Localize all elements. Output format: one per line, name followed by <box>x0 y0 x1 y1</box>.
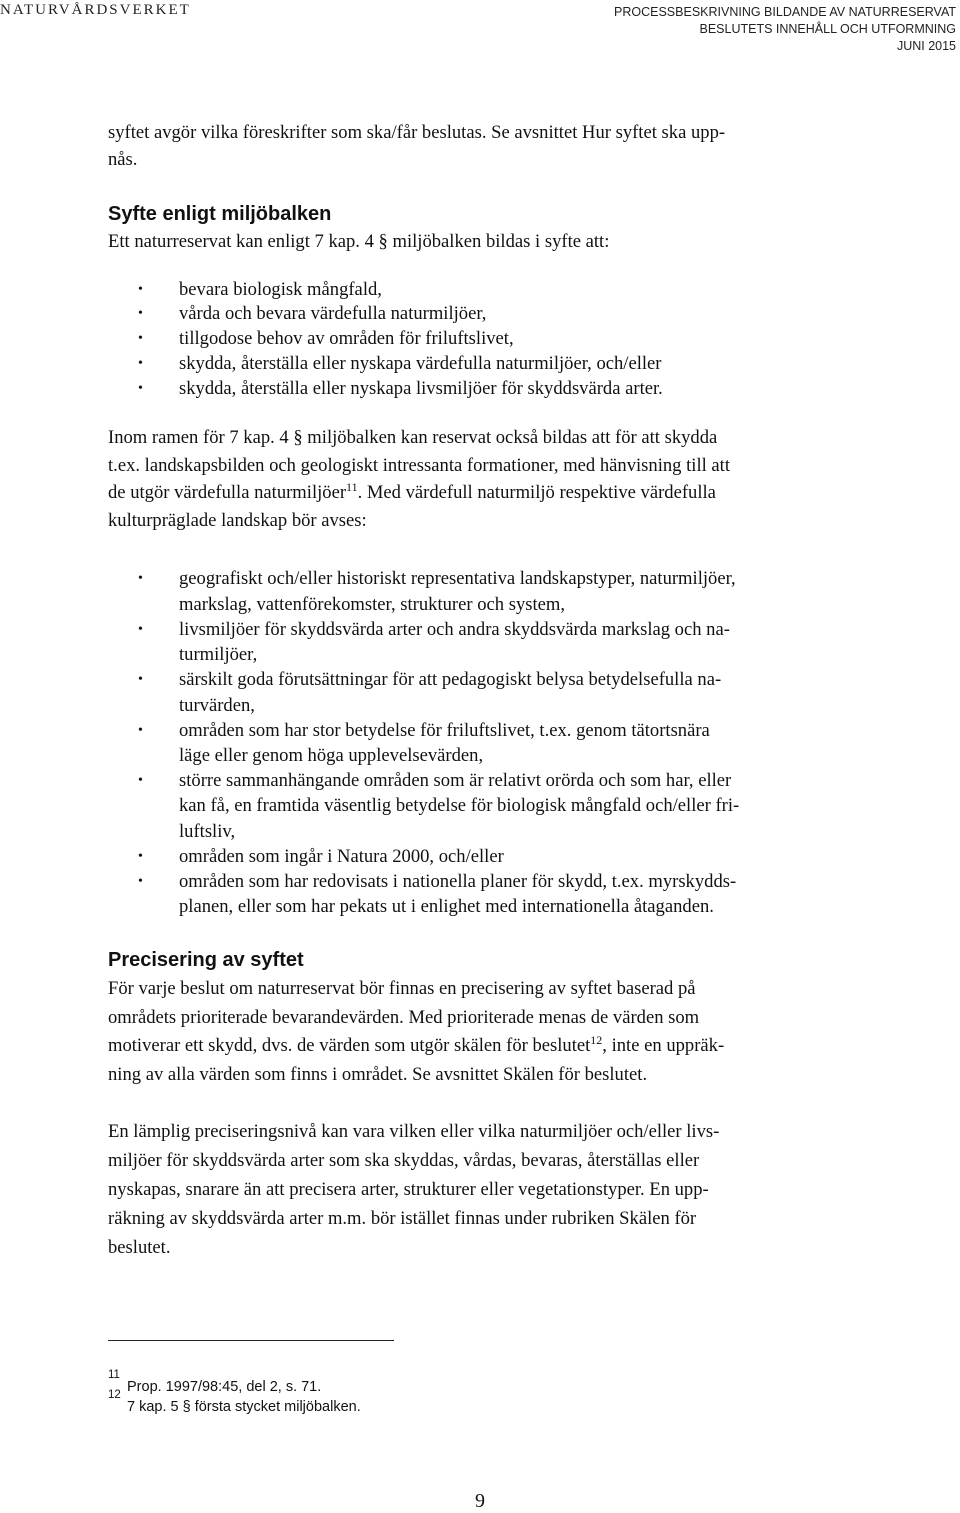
org-name: NATURVÅRDSVERKET <box>0 2 191 18</box>
list-item: • större sammanhängande områden som är relativt orörda och som har, eller kan få, en framtida väsentlig betydelse för biologisk mångfald och/eller fri- luftsliv, <box>138 770 740 842</box>
footnote-text: 7 kap. 5 § första stycket miljöbalken. <box>127 1399 361 1415</box>
paragraph-ramen: Inom ramen för 7 kap. 4 § miljöbalken kan reservat också bildas att för att skydda t.ex. landskapsbilden och geologiskt intressanta formationer, med hänvisning till att de utgör värdefulla naturmiljöer$^{11}$. Med värdefull naturmiljö respektive värdefulla kulturpräglade landskap bör avses: <box>108 427 731 531</box>
list-item: • vårda och bevara värdefulla naturmiljöer, <box>108 302 843 327</box>
list-item: • skydda, återställa eller nyskapa livsmiljöer för skyddsvärda arter. <box>108 377 843 402</box>
list-item: • områden som har stor betydelse för friluftslivet, t.ex. genom tätortsnära läge eller genom höga upplevelsevärden, <box>138 719 710 766</box>
list-item: • tillgodose behov av områden för friluftslivet, <box>108 327 843 352</box>
section-heading-precisering: Precisering av syftet <box>108 949 304 972</box>
bullet-icon: • <box>138 621 143 637</box>
header-date: JUNI 2015 <box>896 39 956 53</box>
bullet-icon: • <box>138 773 143 789</box>
list-item: • områden som ingår i Natura 2000, och/eller <box>108 844 843 869</box>
footnote-number: 11 <box>108 1369 120 1381</box>
section-heading-syfte: Syfte enligt miljöbalken <box>108 203 332 225</box>
intro-line: nås. <box>108 148 138 170</box>
document-header <box>614 4 956 55</box>
footnote-ref-12[interactable]: 12 <box>590 1032 603 1047</box>
list-item: • områden som har redovisats i nationella planer för skydd, t.ex. myrskydds- planen, eller som har pekats ut i enlighet med internationella åtaganden. <box>138 870 737 918</box>
bullet-icon: • <box>138 571 143 587</box>
paragraph-precisering: För varje beslut om naturreservat bör finnas en precisering av syftet baserad på områdets prioriterade bevarandevärden. Med prioriterade menas de värden som motiverar ett skydd, dvs. de värden som utgör skälen för beslutet$^{12}$, inte en uppräk- ning av alla värden som finns i området. Se avsnittet Skälen för beslutet. <box>108 978 725 1085</box>
bullet-icon: • <box>138 848 143 864</box>
bullet-icon: • <box>138 380 143 396</box>
intro-paragraph <box>108 120 843 173</box>
list-item: • geografiskt och/eller historiskt representativa landskapstyper, naturmiljöer, markslag, vattenförekomster, strukturer och system, <box>138 568 736 615</box>
bullet-icon: • <box>138 672 143 688</box>
footnote-ref-11[interactable]: 11 <box>346 480 358 495</box>
page-number: 9 <box>475 1490 485 1512</box>
bullet-icon: • <box>138 873 143 889</box>
paragraph-preciseringsniva: En lämplig preciseringsnivå kan vara vilken eller vilka naturmiljöer och/eller livs- miljöer för skyddsvärda arter som ska skyddas, vårdas, bevaras, återställas eller nyskapas, snarare än att precisera arter, strukturer eller vegetationstyper. En upp- räkning av skyddsvärda arter m.m. bör istället finnas under rubriken Skälen för beslutet. <box>108 1120 720 1258</box>
intro-line: syftet avgör vilka föreskrifter som ska/får beslutas. Se avsnittet Hur syftet ska upp- <box>108 122 726 143</box>
valuable-nature-list <box>108 566 843 919</box>
header-line-1: PROCESSBESKRIVNING BILDANDE AV NATURRESERVAT <box>614 5 956 19</box>
bullet-icon: • <box>138 281 143 297</box>
list-item: • skydda, återställa eller nyskapa värdefulla naturmiljöer, och/eller <box>108 352 843 377</box>
purpose-list <box>108 278 843 402</box>
bullet-icon: • <box>138 331 143 347</box>
footnote-separator <box>108 1340 394 1341</box>
list-item: • bevara biologisk mångfald, <box>108 278 843 303</box>
bullet-icon: • <box>138 355 143 371</box>
footnote-number: 12 <box>108 1389 121 1401</box>
bullet-icon: • <box>138 722 143 738</box>
list-item: • livsmiljöer för skyddsvärda arter och andra skyddsvärda markslag och na- turmiljöer, <box>138 618 730 666</box>
footnote-text: Prop. 1997/98:45, del 2, s. 71. <box>127 1379 322 1395</box>
bullet-icon: • <box>138 306 143 322</box>
page-content <box>108 120 843 1262</box>
list-item: • särskilt goda förutsättningar för att pedagogiskt belysa betydelsefulla na- turvärden, <box>138 669 722 716</box>
section-intro: Ett naturreservat kan enligt 7 kap. 4 § miljöbalken bildas i syfte att: <box>108 231 610 252</box>
header-line-2: BESLUTETS INNEHÅLL OCH UTFORMNING <box>699 22 956 36</box>
